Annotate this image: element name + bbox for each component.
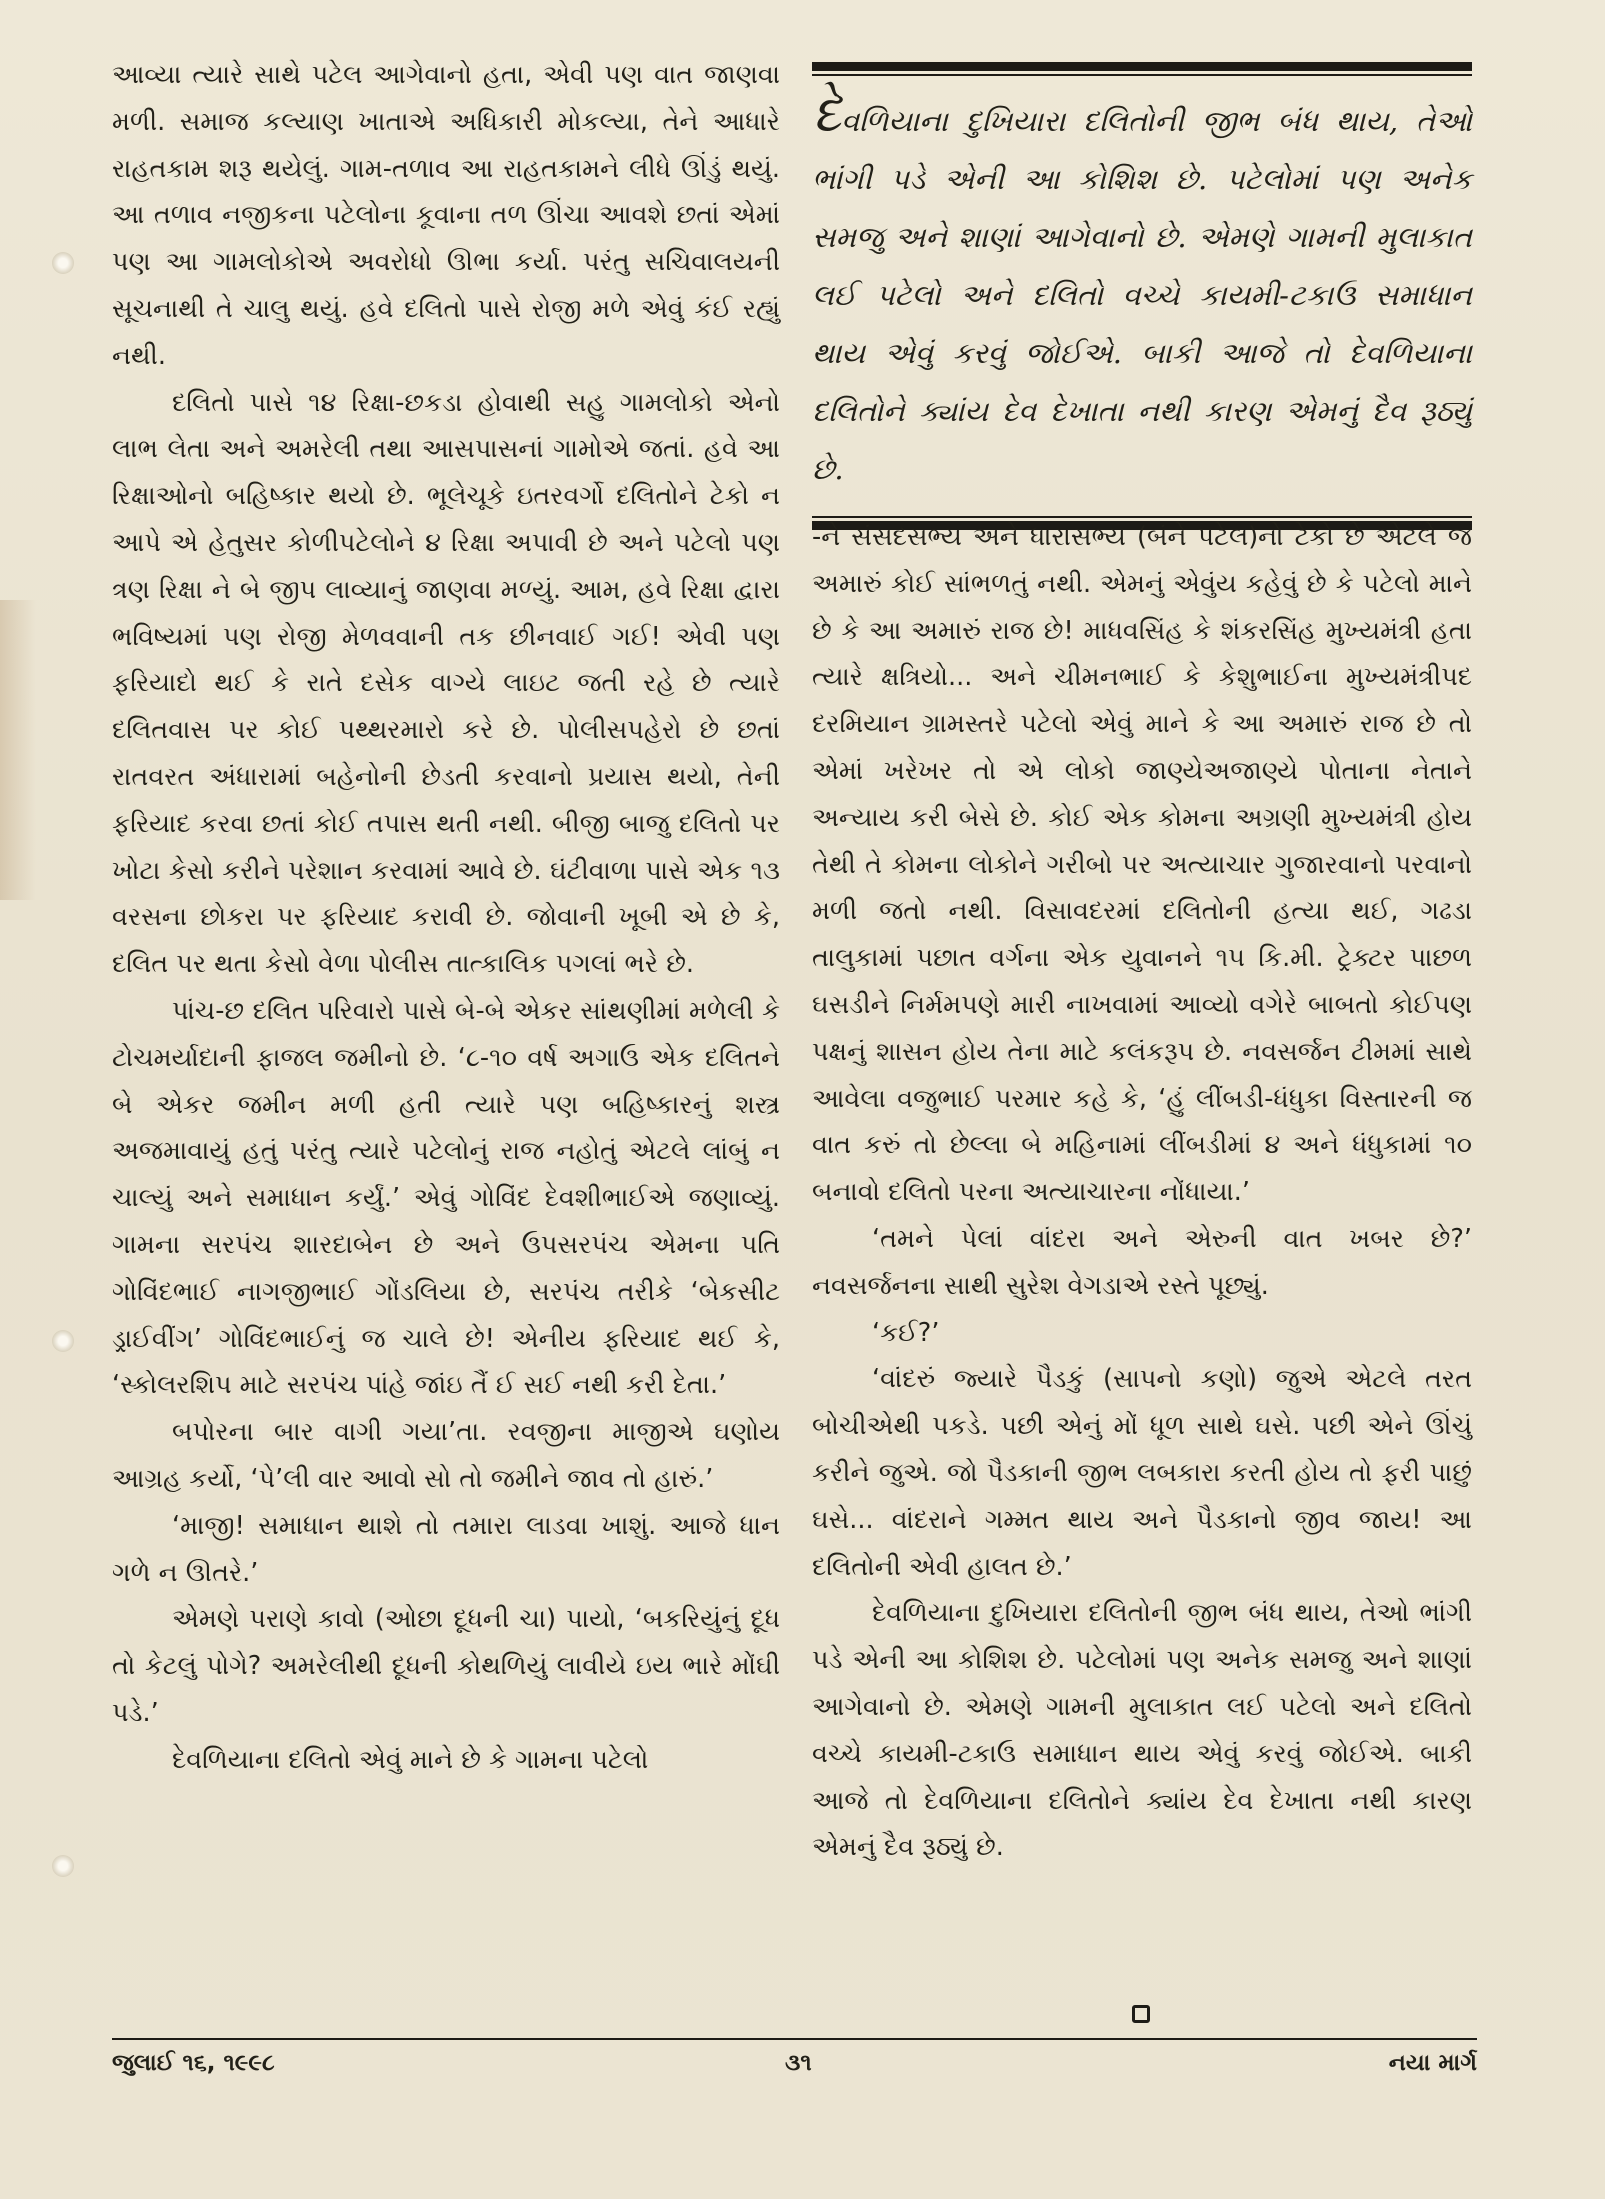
pull-quote-box xyxy=(812,62,1472,530)
body-paragraph: આવ્યા ત્યારે સાથે પટેલ આગેવાનો હતા, એવી પણ વાત જાણવા મળી. સમાજ કલ્યાણ ખાતાએ અધિકારી મોકલ્યા, તેને આધારે રાહતકામ શરૂ થયેલું. ગામ-તળાવ આ રાહતકામને લીધે ઊંડું થયું. આ તળાવ નજીકના પટેલોના કૂવાના તળ ઊંચા આવશે છતાં એમાં પણ આ ગામલોકોએ અવરોધો ઊભા કર્યા. પરંતુ સચિવાલયની સૂચનાથી તે ચાલુ થયું. હવે દલિતો પાસે રોજી મળે એવું કંઈ રહ્યું નથી. xyxy=(112,60,780,371)
footer-rule xyxy=(112,2038,1477,2040)
body-paragraph: દલિતો પાસે ૧૪ રિક્ષા-છકડા હોવાથી સહુ ગામલોકો એનો લાભ લેતા અને અમરેલી તથા આસપાસનાં ગામોએ જતાં. હવે આ રિક્ષાઓનો બહિષ્કાર થયો છે. ભૂલેચૂકે ઇતરવર્ગો દલિતોને ટેકો ન આપે એ હેતુસર કોળીપટેલોને ૪ રિક્ષા અપાવી છે અને પટેલો પણ ત્રણ રિક્ષા ને બે જીપ લાવ્યાનું જાણવા મળ્યું. આમ, હવે રિક્ષા દ્વારા ભવિષ્યમાં પણ રોજી મેળવવાની તક છીનવાઈ ગઈ! એવી પણ ફરિયાદો થઈ કે રાતે દસેક વાગ્યે લાઇટ જતી રહે છે ત્યારે દલિતવાસ પર કોઈ પથ્થરમારો કરે છે. પોલીસપહેરો છે છતાં રાતવરત અંધારામાં બહેનોની છેડતી કરવાનો પ્રયાસ થયો, તેની ફરિયાદ કરવા છતાં કોઈ તપાસ થતી નથી. બીજી બાજુ દલિતો પર ખોટા કેસો કરીને પરેશાન કરવામાં આવે છે. ઘંટીવાળા પાસે એક ૧૩ વરસના છોકરા પર ફરિયાદ કરાવી છે. જોવાની ખૂબી એ છે કે, દલિત પર થતા કેસો વેળા પોલીસ તાત્કાલિક પગલાં ભરે છે. xyxy=(112,387,780,980)
staple-hole xyxy=(52,1330,74,1352)
body-paragraph: પાંચ-છ દલિત પરિવારો પાસે બે-બે એકર સાંથણીમાં મળેલી કે ટોચમર્યાદાની ફાજલ જમીનો છે. ‘૮-૧૦ વર્ષ અગાઉ એક દલિતને બે એકર જમીન મળી હતી ત્યારે પણ બહિષ્કારનું શસ્ત્ર અજમાવાયું હતું પરંતુ ત્યારે પટેલોનું રાજ નહોતું એટલે લાંબું ન ચાલ્યું અને સમાધાન કર્યું.’ એવું ગોવિંદ દેવશીભાઈએ જણાવ્યું. ગામના સરપંચ શારદાબેન છે અને ઉપસરપંચ એમના પતિ ગોવિંદભાઈ નાગજીભાઈ ગોંડલિયા છે, સરપંચ તરીકે ‘બેકસીટ ડ્રાઈવીંગ’ ગોવિંદભાઈનું જ ચાલે છે! એનીય ફરિયાદ થઈ કે, ‘સ્કોલરશિપ માટે સરપંચ પાંહે જાંઇ તૈં ઈ સઈ નથી કરી દેતા.’ xyxy=(112,995,780,1401)
pull-quote-drop-cap: દે xyxy=(812,84,842,144)
pull-quote-rule-top-thin xyxy=(812,74,1472,76)
body-paragraph: ‘માજી! સમાધાન થાશે તો તમારા લાડવા ખાશું. આજે ધાન ગળે ન ઊતરે.’ xyxy=(112,1510,780,1588)
pull-quote-body: વળિયાના દુખિયારા દલિતોની જીભ બંધ થાય, તેઓ ભાંગી પડે એની આ કોશિશ છે. પટેલોમાં પણ અનેક સમજુ અને શાણાં આગેવાનો છે. એમણે ગામની મુલાકાત લઈ પટેલો અને દલિતો વચ્ચે કાયમી-ટકાઉ સમાધાન થાય એવું કરવું જોઈએ. બાકી આજે તો દેવળિયાના દલિતોને ક્યાંય દેવ દેખાતા નથી કારણ એમનું દૈવ રૂઠ્યું છે. xyxy=(812,104,1472,486)
right-column xyxy=(812,514,1472,1871)
pull-quote-rule-top xyxy=(812,62,1472,71)
body-paragraph: ‘કઈ?’ xyxy=(872,1317,940,1348)
body-paragraph: દેવળિયાના દુખિયારા દલિતોની જીભ બંધ થાય, તેઓ ભાંગી પડે એની આ કોશિશ છે. પટેલોમાં પણ અનેક સમજુ અને શાણાં આગેવાનો છે. એમણે ગામની મુલાકાત લઈ પટેલો અને દલિતો વચ્ચે કાયમી-ટકાઉ સમાધાન થાય એવું કરવું જોઈએ. બાકી આજે તો દેવળિયાના દલિતોને ક્યાંય દેવ દેખાતા નથી કારણ એમનું દૈવ રૂઠ્યું છે. xyxy=(812,1598,1472,1863)
body-paragraph: એમણે પરાણે કાવો (ઓછા દૂધની ચા) પાયો, ‘બકરિયુંનું દૂધ તો કેટલું પોગે? અમરેલીથી દૂધની કોથળિયું લાવીયે ઇય ભારે મોંઘી પડે.’ xyxy=(112,1604,780,1728)
body-paragraph: ‘વાંદરું જ્યારે પૈડકું (સાપનો કણો) જુએ એટલે તરત બોચીએથી પકડે. પછી એનું મોં ધૂળ સાથે ઘસે. પછી એને ઊંચું કરીને જુએ. જો પૈડકાની જીભ લબકારા કરતી હોય તો ફરી પાછું ઘસે... વાંદરાને ગમ્મત થાય અને પૈડકાનો જીવ જાય! આ દલિતોની એવી હાલત છે.’ xyxy=(812,1364,1472,1582)
body-paragraph: -ને સંસદસભ્ય અને ધારાસભ્ય (બંને પટેલ)નો ટેકો છે એટલે જ અમારું કોઈ સાંભળતું નથી. એમનું એવુંય કહેવું છે કે પટેલો માને છે કે આ અમારું રાજ છે! માધવસિંહ કે શંકરસિંહ મુખ્યમંત્રી હતા ત્યારે ક્ષત્રિયો... અને ચીમનભાઈ કે કેશુભાઈના મુખ્યમંત્રીપદ દરમિયાન ગ્રામસ્તરે પટેલો એવું માને કે આ અમારું રાજ છે તો એમાં ખરેખર તો એ લોકો જાણ્યેઅજાણ્યે પોતાના નેતાને અન્યાય કરી બેસે છે. કોઈ એક કોમના અગ્રણી મુખ્યમંત્રી હોય તેથી તે કોમના લોકોને ગરીબો પર અત્યાચાર ગુજારવાનો પરવાનો મળી જતો નથી. વિસાવદરમાં દલિતોની હત્યા થઈ, ગઢડા તાલુકામાં પછાત વર્ગના એક યુવાનને ૧૫ કિ.મી. ટ્રેક્ટર પાછળ ઘસડીને નિર્મમપણે મારી નાખવામાં આવ્યો વગેરે બાબતો કોઈપણ પક્ષનું શાસન હોય તેના માટે કલંકરૂપ છે. નવસર્જન ટીમમાં સાથે આવેલા વજુભાઈ પરમાર કહે કે, ‘હું લીંબડી-ધંધુકા વિસ્તારની જ વાત કરું તો છેલ્લા બે મહિનામાં લીંબડીમાં ૪ અને ધંધુકામાં ૧૦ બનાવો દલિતો પરના અત્યાચારના નોંધાયા.’ xyxy=(812,522,1472,1208)
body-paragraph: દેવળિયાના દલિતો એવું માને છે કે ગામના પટેલો xyxy=(172,1744,649,1775)
article-end-mark xyxy=(1132,2005,1150,2023)
staple-hole xyxy=(52,252,74,274)
footer-publication: નયા માર્ગ xyxy=(1388,2050,1477,2076)
footer-date: જુલાઈ ૧૬, ૧૯૯૮ xyxy=(112,2050,275,2076)
left-column xyxy=(112,52,780,1783)
body-paragraph: ‘તમને પેલાં વાંદરા અને એરુની વાત ખબર છે?’ નવસર્જનના સાથી સુરેશ વેગડાએ રસ્તે પૂછ્યું. xyxy=(812,1223,1472,1301)
pull-quote-text xyxy=(812,84,1472,498)
page-stain xyxy=(0,600,36,900)
staple-hole xyxy=(52,1855,74,1877)
footer-page-number: ૩૧ xyxy=(785,2050,812,2076)
body-paragraph: બપોરના બાર વાગી ગયા’તા. રવજીના માજીએ ઘણોય આગ્રહ કર્યો, ‘પે’લી વાર આવો સો તો જમીને જાવ તો હારું.’ xyxy=(112,1417,780,1494)
